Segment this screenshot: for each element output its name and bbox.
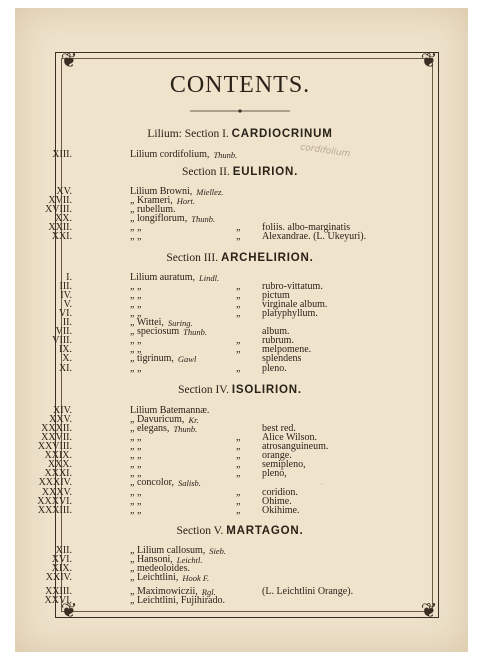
row-number: XXXV. [41, 487, 72, 498]
row-number: IX. [58, 344, 72, 355]
row-ditto: „ [236, 487, 241, 498]
row-species: „ Wittei, [130, 317, 164, 328]
row-species: Lilium Batemannæ. [130, 405, 210, 416]
row-number: XXXII. [41, 423, 72, 434]
row-number: XXX. [47, 459, 72, 470]
row-authority: Thunb. [183, 327, 208, 337]
row-number: III. [59, 281, 72, 292]
row-species: „ rubellum. [130, 204, 176, 215]
row-species: „ „ [130, 505, 142, 516]
row-ditto: „ [236, 222, 241, 233]
row-species: „ Hansoni, [130, 554, 173, 565]
section-heading-3: Section III. ARCHELIRION. [166, 252, 314, 264]
row-number: XI. [58, 363, 72, 374]
row-species: „ elegans, [130, 423, 170, 434]
row-ditto: „ [236, 344, 241, 355]
row-variety: virginale album. [262, 299, 328, 310]
row-variety: atrosanguineum. [262, 441, 329, 452]
row-variety: (L. Leichtlini Orange). [262, 586, 354, 597]
row-number: XXV. [49, 414, 72, 425]
row-number: XIV. [53, 405, 72, 416]
row-species: „ „ [130, 487, 142, 498]
row-number: IV. [60, 290, 72, 301]
row-ditto: „ [236, 468, 241, 479]
row-ditto: „ [236, 432, 241, 443]
row-number: XX. [55, 213, 72, 224]
row-species: Lilium auratum, [130, 272, 195, 283]
row-authority: Thunb. [191, 214, 216, 224]
row-variety: Ohime. [262, 496, 292, 507]
row-number: VI. [58, 308, 72, 319]
row-variety: platyphyllum. [262, 308, 318, 319]
corner-ornament-icon: ❦ [60, 50, 78, 72]
row-authority: Sieb. [209, 546, 227, 556]
row-number: XXVI. [44, 595, 72, 606]
row-number: XV. [56, 186, 72, 197]
row-variety: best red. [262, 423, 296, 434]
row-number: XIII. [52, 149, 72, 160]
row-variety: splendens [262, 353, 302, 364]
corner-ornament-icon: ❦ [420, 600, 438, 622]
pencil-annotation: · [319, 479, 324, 491]
row-variety: pleno, [262, 468, 287, 479]
page-title: CONTENTS. [169, 72, 311, 98]
row-species: „ „ [130, 281, 142, 292]
section-heading-4: Section IV. ISOLIRION. [178, 384, 302, 396]
row-species: „ longiflorum, [130, 213, 188, 224]
row-species: „ Lilium callosum, [130, 545, 206, 556]
row-species: „ „ [130, 468, 142, 479]
row-species: „ „ [130, 231, 142, 242]
row-number: XXIII. [45, 586, 72, 597]
row-ditto: „ [236, 299, 241, 310]
contents-row [0, 150, 480, 160]
row-number: XXVIII. [37, 441, 72, 452]
row-number: XXVII. [41, 432, 72, 443]
row-authority: Hook F. [182, 573, 210, 583]
row-ditto: „ [236, 363, 241, 374]
row-number: XXIV. [45, 572, 72, 583]
row-species: „ „ [130, 450, 142, 461]
row-number: VII. [55, 326, 72, 337]
row-authority: Gawl [177, 354, 197, 364]
contents-row [0, 364, 480, 374]
contents-row [0, 596, 480, 606]
row-ditto: „ [236, 505, 241, 516]
row-number: XXI. [51, 231, 72, 242]
title-rule [190, 109, 290, 113]
corner-ornament-icon: ❦ [420, 50, 438, 72]
row-number: XVI. [51, 554, 72, 565]
row-authority: Thunb. [173, 424, 198, 434]
section-heading-1: Lilium: Section I. CARDIOCRINUM [147, 128, 333, 140]
section-heading-2: Section II. EULIRION. [181, 166, 299, 178]
contents-row [0, 506, 480, 516]
row-variety: rubrum. [262, 335, 294, 346]
row-variety: album. [262, 326, 290, 337]
section-heading-5: Section V. MARTAGON. [176, 525, 304, 537]
row-species: „ „ [130, 308, 142, 319]
row-variety: Okihime. [262, 505, 300, 516]
pencil-annotation: cordifolium [299, 142, 351, 160]
row-species: „ Krameri, [130, 195, 173, 206]
row-ditto: „ [236, 459, 241, 470]
row-number: XXIX. [44, 450, 72, 461]
row-variety: melpomene. [262, 344, 312, 355]
row-authority: Lindl. [199, 273, 220, 283]
row-species: „ „ [130, 222, 142, 233]
row-species: „ „ [130, 363, 142, 374]
row-number: XXXIII. [37, 505, 72, 516]
row-number: XVII. [48, 195, 72, 206]
row-ditto: „ [236, 496, 241, 507]
contents-row [0, 477, 480, 491]
row-species: „ concolor, [130, 477, 175, 488]
row-species: „ Leichtlini, [130, 572, 179, 583]
row-ditto: „ [236, 441, 241, 452]
row-authority: Salisb. [178, 478, 201, 488]
row-number: V. [63, 299, 72, 310]
row-variety: pleno. [262, 363, 287, 374]
row-species: „ „ [130, 459, 142, 470]
row-authority: Miellez. [196, 187, 224, 197]
row-variety: orange. [262, 450, 292, 461]
row-ditto: „ [236, 308, 241, 319]
row-number: XVIII. [45, 204, 72, 215]
row-variety: Alexandrae. (L. Ukeyuri). [262, 231, 367, 242]
row-species: „ „ [130, 299, 142, 310]
contents-row [0, 232, 480, 242]
row-variety: foliis. albo-marginatis [262, 222, 351, 233]
row-number: XII. [55, 545, 72, 556]
row-number: XXXVI. [37, 496, 72, 507]
contents-row [0, 573, 480, 583]
row-number: VIII. [52, 335, 72, 346]
row-number: XXXIV. [38, 477, 72, 488]
contents-row [0, 354, 480, 364]
row-species: „ Maximowiczii, [130, 586, 198, 597]
row-number: II. [62, 317, 72, 328]
row-species: „ Davuricum, [130, 414, 185, 425]
row-species: „ „ [130, 344, 142, 355]
row-authority: Rgl. [201, 587, 216, 597]
row-number: XIX. [51, 563, 72, 574]
row-species: Lilium cordifolium, [130, 149, 210, 160]
row-authority: Kr. [188, 415, 199, 425]
row-species: „ „ [130, 432, 142, 443]
row-ditto: „ [236, 290, 241, 301]
row-species: „ Leichtlini, Fujihirado. [130, 595, 225, 606]
corner-ornament-icon: ❦ [60, 600, 78, 622]
row-authority: Suring. [167, 318, 193, 328]
row-number: XXXI. [44, 468, 72, 479]
row-ditto: „ [236, 231, 241, 242]
row-number: X. [62, 353, 72, 364]
row-variety: rubro-vittatum. [262, 281, 323, 292]
row-ditto: „ [236, 450, 241, 461]
row-authority: Thunb. [213, 150, 238, 160]
row-species: „ speciosum [130, 326, 180, 337]
row-number: XXII. [48, 222, 72, 233]
row-authority: Hort. [176, 196, 195, 206]
row-species: „ medeoloides. [130, 563, 190, 574]
row-species: „ tigrinum, [130, 353, 174, 364]
row-species: Lilium Browni, [130, 186, 193, 197]
row-species: „ „ [130, 290, 142, 301]
row-ditto: „ [236, 281, 241, 292]
row-variety: coridion. [262, 487, 298, 498]
row-authority: Leichtl. [176, 555, 203, 565]
row-number: I. [66, 272, 72, 283]
row-species: „ „ [130, 441, 142, 452]
row-variety: Alice Wilson. [262, 432, 317, 443]
row-variety: pictum [262, 290, 290, 301]
row-species: „ „ [130, 496, 142, 507]
row-ditto: „ [236, 335, 241, 346]
row-variety: semipleno, [262, 459, 306, 470]
row-species: „ „ [130, 335, 142, 346]
